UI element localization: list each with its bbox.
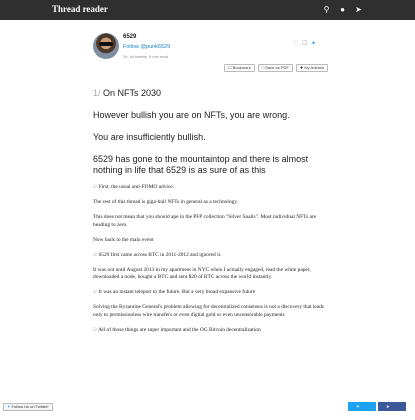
bookmark-button[interactable]: ☐ Bookmark xyxy=(224,64,255,72)
avatar[interactable] xyxy=(93,33,119,59)
tweet-3-paragraph: It was not until August 2013 in my apartment in NYC when I actually engaged, read the white paper, downloaded a node, bought a BTC and sent $20 of BTC across the world instantly. xyxy=(93,266,311,280)
tweet-2-paragraph: Now back to the main event xyxy=(93,236,154,243)
share-icon: ➤ xyxy=(386,404,390,409)
top-navigation-bar xyxy=(0,0,415,20)
tweet-1-paragraph: You are insufficiently bullish. xyxy=(93,132,206,142)
twitter-icon: ✦ xyxy=(7,404,11,409)
follow-us-label: Follow Us on Twitter! xyxy=(11,404,49,409)
tweet-number: 4/ xyxy=(93,289,98,295)
top-icons xyxy=(322,4,363,15)
thread-action-bar xyxy=(224,64,328,72)
bookmark-icon[interactable]: ☐ xyxy=(302,41,308,47)
follow-author-link[interactable]: Follow @punk6529 xyxy=(123,44,171,50)
my-authors-label: My Authors xyxy=(304,65,325,70)
save-pdf-button[interactable]: □ Save as PDF xyxy=(258,64,293,72)
tweet-button[interactable] xyxy=(348,402,376,418)
my-authors-button[interactable]: ✚ My Authors xyxy=(296,64,328,72)
heart-icon[interactable]: ♡ xyxy=(293,41,299,47)
tweet-number: 1/ xyxy=(93,88,101,98)
tweet-2-paragraph: This does not mean that you should ape in the PFP collection "Silver Snails". Most individual NFTs are heading to zero. xyxy=(93,214,317,228)
thread-meta: 2h, 44 tweets, 9 min read xyxy=(123,54,168,59)
tweet-4-paragraph: Solving the Byzantine General's problem allowing for decentralized consensus is not a discovery that leads only to permissionless wire transfers or even digital gold or even uncensorable payments xyxy=(93,304,324,318)
app-title[interactable]: Thread reader xyxy=(52,4,108,14)
share-buttons xyxy=(348,402,406,418)
bookmark-label: Bookmark xyxy=(232,65,251,70)
tweet-1-title xyxy=(93,88,325,99)
tweet-text: All of those things are super important and the OG Bitcoin decentralization xyxy=(98,326,261,333)
tweet-2-paragraph: The rest of this thread is giga-bull NFTs in general as a technology. xyxy=(93,199,238,205)
author-name[interactable]: 6529 xyxy=(123,34,137,40)
twitter-icon: ✦ xyxy=(356,404,360,409)
user-icon[interactable]: ● xyxy=(340,5,345,14)
search-icon[interactable]: ⚲ xyxy=(323,5,330,14)
tweet-4-start xyxy=(93,289,325,297)
share-icon[interactable]: ➤ xyxy=(355,5,362,14)
tweet-text: 6529 first came across BTC in 2011-2012 and ignored it. xyxy=(98,251,222,258)
twitter-icon[interactable]: ✦ xyxy=(311,41,317,47)
thread-content xyxy=(93,88,325,342)
follow-us-button[interactable] xyxy=(3,403,53,411)
tweet-number: 2/ xyxy=(93,184,98,190)
tweet-text: On NFTs 2030 xyxy=(103,88,162,98)
save-pdf-label: Save as PDF xyxy=(265,65,289,70)
share-button[interactable] xyxy=(378,402,406,418)
author-actions xyxy=(293,41,317,47)
share-label: Share xyxy=(386,413,399,418)
tweet-1-paragraph: However bullish you are on NFTs, you are wrong. xyxy=(93,110,290,120)
tweet-label: Tweet xyxy=(356,413,369,418)
tweet-text: It was an instant teleport to the future. But a very broad expansive future xyxy=(98,289,256,295)
tweet-5-start xyxy=(93,327,325,335)
tweet-2-start xyxy=(93,184,325,192)
tweet-number: 3/ xyxy=(93,251,98,258)
tweet-text: First, the usual anti-FOMO advice. xyxy=(98,184,175,190)
tweet-number: 5/ xyxy=(93,326,98,333)
tweet-1-paragraph: 6529 has gone to the mountaintop and there is almost nothing in life that 6529 is as sure of as this xyxy=(93,154,309,175)
tweet-3-start xyxy=(93,252,325,260)
